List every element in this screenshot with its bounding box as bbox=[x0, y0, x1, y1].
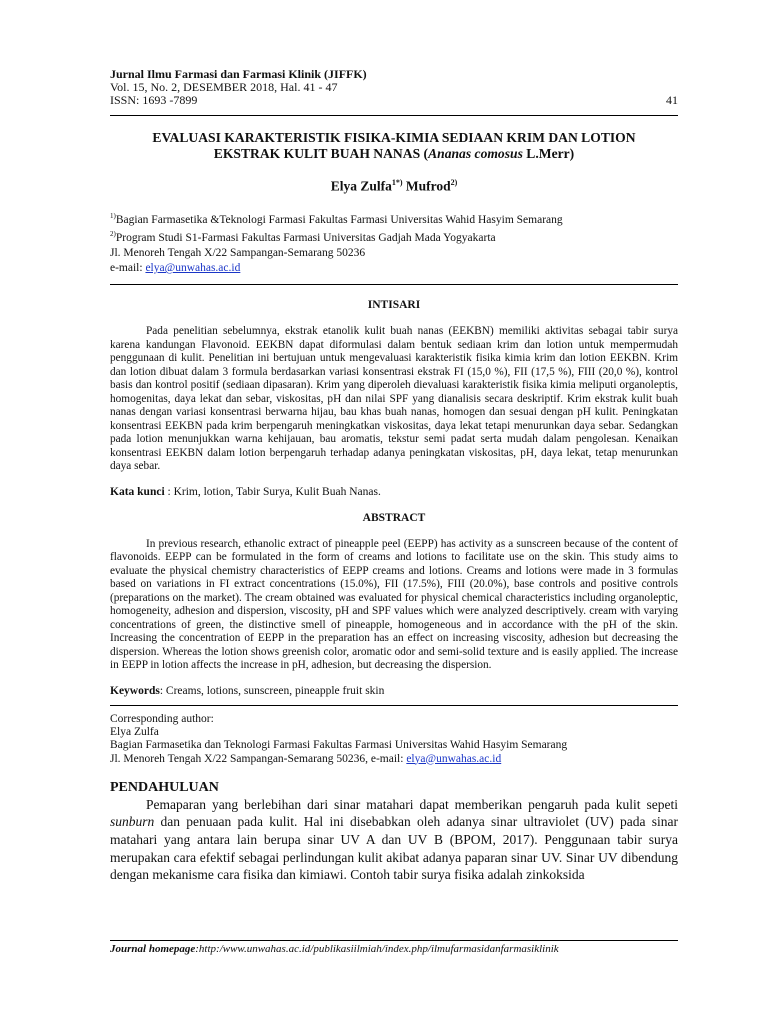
header-divider bbox=[110, 115, 678, 116]
author-name: Elya Zulfa bbox=[330, 178, 392, 194]
affiliations: $^{1)}$Bagian Farmasetika &Teknologi Farmasi Fakultas Farmasi Universitas Wahid Hasyim Semarang $^{2)}$Program Studi S1-Farmasi Fakultas Farmasi Universitas Gadjah Mada Yogyakarta Jl. Menoreh Tengah X/22 Sampangan-Semarang 50236 e-mail: elya@unwahas.ac.id bbox=[110, 211, 563, 275]
journal-volume: Vol. 15, No. 2, DESEMBER 2018, Hal. 41 - 47 bbox=[110, 80, 338, 94]
abstract-text: In previous research, ethanolic extract of pineapple peel (EEPP) has activity as a sunscreen because of the content of flavonoids. EEPP can be formulated in the form of creams and lotions to facilitate use on the skin. This study aims to evaluate the physical chemistry characteristics of EEPP creams and lotions. Creams and lotions were made in 3 formulas based on variations in FI extract concentrations (15.0%), FII (17.5%), FIII (20.0%), base controls and positive controls (preparations on the market). The cream obtained was evaluated for physical chemical characteristics including organoleptic, homogeneity, adhesion and dispersion, viscosity, pH and SPF values which were analyzed descriptively. cream with varying concentrations of green, the distinctive smell of pineapple, homogeneous and in accordance with the pH of the skin. Increasing the concentration of EEPP in the preparation has an effect on increasing viscosity, adhesion but decreasing the dispersion. Whereas the lotion shows greenish color, aromatic odor and semi-solid texture and is easily applied. The increase in EEPP in lotion affects the increase in pH, adhesion, but decreasing the dispersion. bbox=[110, 537, 678, 672]
author-name: Mufrod bbox=[405, 178, 451, 194]
intisari-keywords: Kata kunci : Krim, lotion, Tabir Surya, Kulit Buah Nanas. bbox=[110, 485, 381, 498]
section-divider bbox=[110, 284, 678, 285]
abstract-keywords: Keywords: Creams, lotions, sunscreen, pineapple fruit skin bbox=[110, 684, 385, 697]
paper-title: EVALUASI KARAKTERISTIK FISIKA-KIMIA SEDIAAN KRIM DAN LOTION EKSTRAK KULIT BUAH NANAS (Ananas comosus L.Merr) bbox=[152, 130, 636, 161]
journal-name: Jurnal Ilmu Farmasi dan Farmasi Klinik (JIFFK) bbox=[110, 67, 367, 81]
journal-footer bbox=[110, 940, 678, 955]
journal-issn: ISSN: 1693 -7899 bbox=[110, 93, 198, 107]
corresponding-email-link[interactable]: elya@unwahas.ac.id bbox=[406, 752, 502, 765]
page-number: 41 bbox=[666, 93, 678, 107]
intisari-heading: INTISARI bbox=[367, 299, 421, 312]
section-divider bbox=[110, 705, 678, 706]
corresponding-author: Corresponding author: Elya Zulfa Bagian Farmasetika dan Teknologi Farmasi Fakultas Farmasi Universitas Wahid Hasyim Semarang Jl. Menoreh Tengah X/22 Sampangan-Semarang 50236, e-mail: elya@unwahas.ac.id bbox=[110, 712, 568, 765]
introduction-heading: PENDAHULUAN bbox=[110, 779, 219, 795]
intisari-text: Pada penelitian sebelumnya, ekstrak etanolik kulit buah nanas (EEKBN) memiliki aktivitas sebagai tabir surya karena kandungan Flavonoid. EEKBN dapat diformulasi dalam bentuk sediaan krim dan lotion untuk mempermudah penggunaan di kulit. Penelitian ini bertujuan untuk mengevaluasi karakteristik fisika kimia krim dan lotion EEKBN. Krim dan lotion dibuat dalam 3 formula berdasarkan variasi konsentrasi ekstrak FI (15,0 %), FII (17,5 %), FIII (20,0 %), kontrol basis dan kontrol positif (sediaan dipasaran). Krim yang diperoleh dievaluasi karakteristik fisika kimia meliputi organoleptis, homogenitas, daya lekat dan sebar, viskositas, pH dan nilai SPF yang dianalisis secara deskriptif. Krim ekstrak kulit buah nanas dengan variasi konsentrasi berwarna hijau, bau khas buah nanas, homogen dan sesuai dengan pH kulit. Peningkatan konsentrasi EEKBN pada krim berpengaruh meningkatkan viskositas, daya lekat tetapi menurunkan daya sebar. Sedangkan pada lotion menunjukkan warna kehijauan, bau aromatis, tekstur semi padat serta mudah dalam pengolesan. Kenaikan konsentrasi EEKBN dalam lotion berpengaruh terhadap adanya peningkatan viskositas, pH, daya lekat, tetap menurunkan daya sebar. bbox=[110, 325, 678, 473]
footer-label: Journal homepage bbox=[110, 943, 196, 955]
author-list: Elya Zulfa$^{1*)}$ Mufrod$^{2)}$ bbox=[330, 178, 458, 194]
paper-page bbox=[110, 68, 678, 884]
author-email-link[interactable]: elya@unwahas.ac.id bbox=[145, 262, 241, 275]
footer-url[interactable]: :http:/www.unwahas.ac.id/publikasiilmiah/index.php/ilmufarmasidanfarmasiklinik bbox=[195, 943, 559, 955]
abstract-heading: ABSTRACT bbox=[362, 511, 426, 524]
introduction-text: Pemaparan yang berlebihan dari sinar matahari dapat memberikan pengaruh pada kulit sepeti sunburn dan penuaan pada kulit. Hal ini disebabkan oleh adanya sinar ultraviolet (UV) pada sinar matahari yang antara lain berupa sinar UV A dan UV B (BPOM, 2017). Penggunaan tabir surya merupakan cara efektif sebagai perlindungan kulit akibat adanya paparan sinar UV. Sinar UV dibendung dengan mekanisme cara fisika dan kimiawi. Contoh tabir surya fisika adalah zinkoksida bbox=[110, 796, 678, 883]
journal-header bbox=[110, 68, 678, 116]
